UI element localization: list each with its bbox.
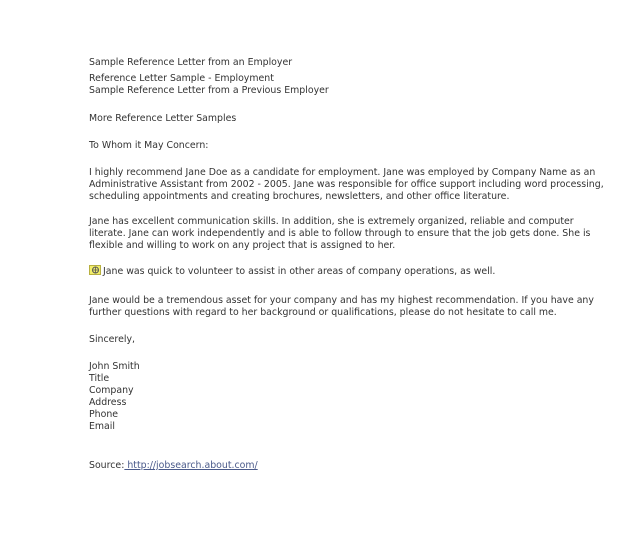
paragraph-3: Jane was quick to volunteer to assist in other areas of company operations, as well. [103,266,496,277]
paragraph-2: Jane has excellent communication skills. In addition, she is extremely organized, reliable and computer literate. Jane can work independently and is able to follow through to ensure that the job gets done. She is flexible and willing to work on any project that is assigned to her. [89,216,591,251]
paragraph-1: I highly recommend Jane Doe as a candidate for employment. Jane was employed by Company Name as an Administrative Assistant from 2002 - 2005. Jane was responsible for office support including word processing, scheduling appointments and creating brochures, newsletters, and other office literature. [89,167,604,202]
source-link[interactable]: http://jobsearch.about.com/ [124,460,258,471]
paragraph-3-row [89,265,495,278]
link-reference-sample-employment[interactable]: Reference Letter Sample - Employment [89,73,274,84]
signature-company: Company [89,385,134,396]
source-label: Source: [89,460,125,471]
link-sample-reference-previous-employer[interactable]: Sample Reference Letter from a Previous Employer [89,85,329,96]
source-line [89,460,258,472]
more-samples-link[interactable]: More Reference Letter Samples [89,113,237,124]
signature-name: John Smith [89,361,140,372]
link-sample-reference-employer[interactable]: Sample Reference Letter from an Employer [89,57,293,68]
note-icon[interactable] [89,265,101,275]
paragraph-4: Jane would be a tremendous asset for your company and has my highest recommendation. If you have any further questions with regard to her background or qualifications, please do not hesitate to call me. [89,295,594,318]
signature-title: Title [89,373,110,384]
closing: Sincerely, [89,334,135,345]
signature-address: Address [89,397,127,408]
salutation: To Whom it May Concern: [89,140,209,151]
signature-email: Email [89,421,116,432]
signature-phone: Phone [89,409,119,420]
